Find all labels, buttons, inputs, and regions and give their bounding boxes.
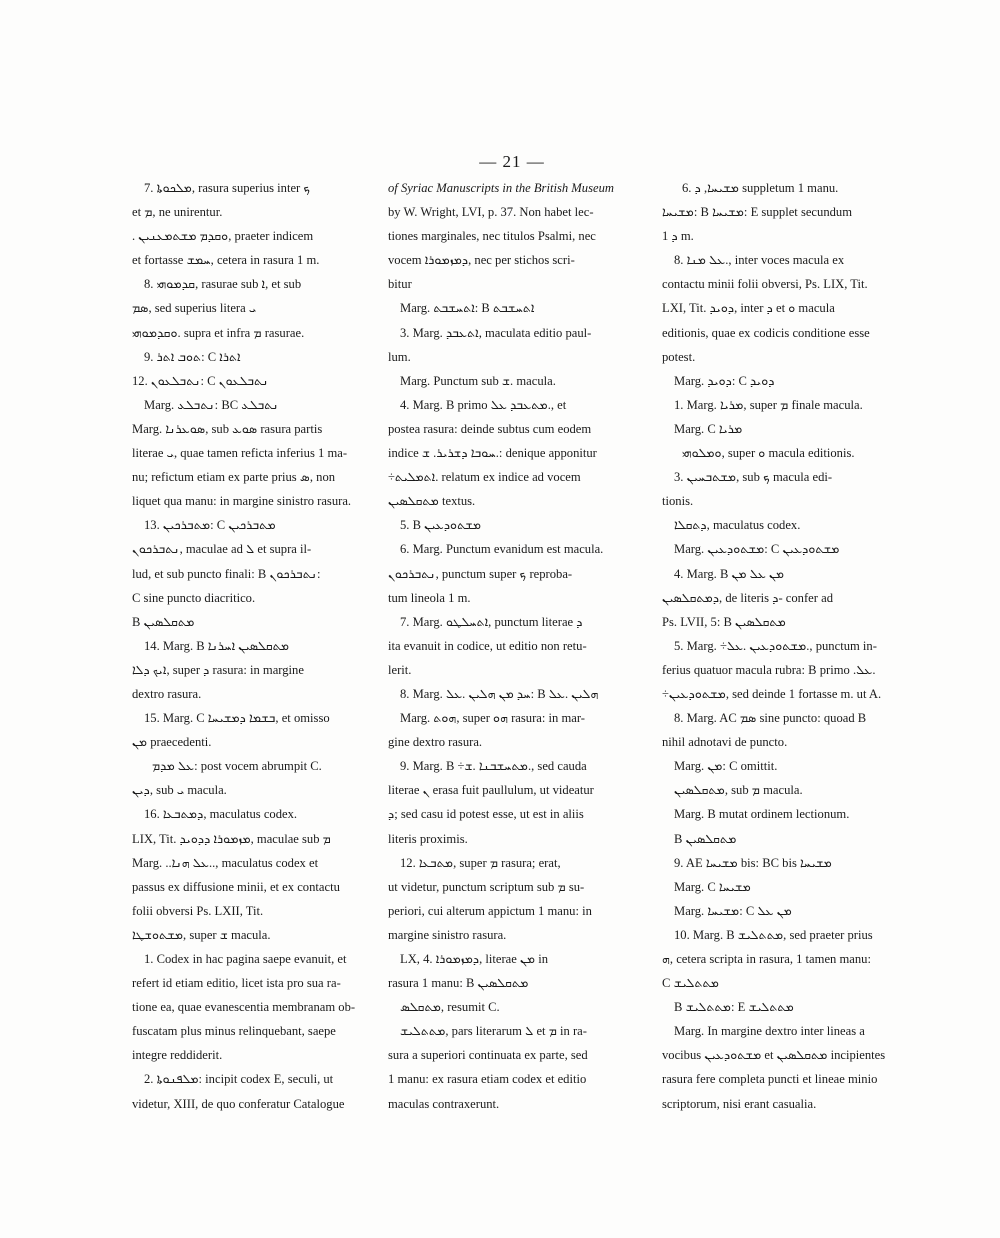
- text-line: ܡܬܩܠܣܝܢ textus.: [388, 494, 476, 509]
- text-line: ܕܡܬܩܠܣܝܢ, de literis ܕ- confer ad: [662, 590, 833, 605]
- text-line: Marg. ܐܬܚܫܒܬ: B ܐܬܚܫܒܬ: [400, 301, 535, 316]
- text-line: B ܡܬܩܠܣܝܢ: [132, 614, 195, 629]
- text-line: ܕܬܩܠܐ, maculatus codex.: [674, 518, 801, 533]
- text-line: Marg. ܢܬܒܠܥ: BC ܢܬܒܠܥ: [144, 397, 279, 412]
- text-line: B ܡܬܬܠܝܫ: E ܡܬܬܠܝܫ: [674, 1000, 794, 1015]
- text-line: 5. Marg. ÷ܡܫܬܘܕܥܝܢ .ܥܠ., punctum in-: [674, 638, 877, 653]
- text-line: B ܡܬܩܠܣܝܢ: [674, 831, 737, 846]
- text-line: potest.: [662, 349, 696, 364]
- text-line: et fortasse ܚܡܫ, cetera in rasura 1 m.: [132, 253, 320, 268]
- text-line: 12. ܡܬܒܥܐ, super ܡ rasura; erat,: [400, 855, 561, 870]
- text-line: 5. B ܡܫܬܘܕܥܝܢ: [400, 518, 482, 533]
- text-line: 14. Marg. B ܡܬܩܠܣܝܢ ܐܚܪܢܐ: [144, 638, 290, 653]
- text-line: rasura fere completa puncti et lineae minio: [662, 1072, 878, 1087]
- text-line: C ܡܬܬܠܝܫ: [662, 976, 719, 991]
- text-line: 8. Marg. ܚܕ ܡܢ ܗܠܝܢ .ܥܠ: B ܗܠܝܢ .ܥܠ: [400, 686, 599, 701]
- text-line: ita evanuit in codice, ut editio non retu-: [388, 638, 587, 653]
- text-line: dextro rasura.: [132, 686, 202, 701]
- text-line: . ܘܩܕܡ ܡܫܬܡܥܢܝܢ, praeter indicem: [132, 229, 314, 244]
- text-line: 4. Marg. B primo ܡܬܥܒܕ ܥܠ., et: [400, 397, 567, 412]
- text-line: contactu minii folii obversi, Ps. LIX, Tit.: [662, 277, 868, 292]
- text-line: sura a superiori continuata ex parte, sed: [388, 1048, 588, 1063]
- text-line: folii obversi Ps. LXII, Tit.: [132, 903, 264, 918]
- text-line: ܡܫܝܚܐ: B ܡܫܝܚܐ: E supplet secundum: [662, 205, 853, 220]
- text-line: 8. ܥܠ ܡܢܐ., inter voces macula ex: [674, 253, 845, 268]
- text-line: 1 manu: ex rasura etiam codex et editio: [388, 1072, 587, 1087]
- text-line: ܡܬܩܠܣ, resumit C.: [400, 1000, 500, 1015]
- text-line: vocem ܕܡܙܡܘܪܐ, nec per stichos scri-: [388, 253, 575, 268]
- text-line: 3. Marg. ܐܬܥܒܕ, maculata editio paul-: [400, 325, 592, 340]
- text-line: ܡܢ praecedenti.: [132, 735, 212, 750]
- text-line: lerit.: [388, 662, 412, 677]
- text-column-right: [662, 176, 924, 1116]
- text-line: margine sinistro rasura.: [388, 927, 507, 942]
- text-line: fuscatam plus minus relinquebant, saepe: [132, 1024, 336, 1039]
- text-line: ܡܬܬܠܝܫ, pars literarum ܠ et ܡ in ra-: [400, 1024, 587, 1039]
- text-line: editionis, quae ex codicis conditione esse: [662, 325, 870, 340]
- text-line: 7. Marg. ܐܬܚܠܛܘ, punctum literae ܕ: [400, 614, 583, 629]
- text-line: 8. ܩܕܡܘܗܝ, rasurae sub ܐ, et sub: [144, 277, 302, 292]
- text-line: literae ܢ erasa fuit paullulum, ut videatur: [388, 783, 594, 798]
- text-line: periori, cui alterum appictum 1 manu: in: [388, 903, 592, 918]
- text-line: tiones marginales, nec titulos Psalmi, nec: [388, 229, 596, 244]
- text-line: Marg. ܕܘܝܕ: C ܕܘܝܕ: [674, 373, 775, 388]
- text-line: 10. Marg. B ܡܬܬܠܝܫ, sed praeter prius: [674, 927, 873, 942]
- text-line: ܢܬܒܪܟܘܢ, punctum super ܟ reproba-: [388, 566, 573, 581]
- text-line: ܡܬܩܠܣܝܢ, sub ܡ macula.: [674, 783, 803, 798]
- text-line: passus ex diffusione minii, et ex contactu: [132, 879, 340, 894]
- text-line: 3. ܡܫܬܒܚܝܢ, sub ܟ macula edi-: [674, 470, 833, 485]
- text-line: LX, 4. ܕܡܙܡܘܪܐ, literae ܡܢ in: [400, 952, 548, 966]
- text-line: 6. ܡܫܝܚܐ, ܕ suppletum 1 manu.: [682, 181, 839, 195]
- text-line: ܣܡ, sed superius litera ܝ: [132, 301, 257, 316]
- text-line: Marg. ܡܫܬܘܕܥܝܢ: C ܡܫܬܘܕܥܝܢ: [674, 542, 840, 557]
- text-line: 16. ܕܡܬܒܥܐ, maculatus codex.: [144, 807, 298, 822]
- text-line: 13. ܡܬܒܪܟܝܢ: C ܡܬܒܪܟܝܢ: [144, 518, 276, 533]
- text-line: Marg. C ܡܫܝܚܐ: [674, 879, 751, 894]
- text-column-middle: [388, 176, 650, 1116]
- text-line: Marg. ..ܥܠ ܗܢܐ.., maculatus codex et: [132, 855, 319, 870]
- text-line: ܗ, cetera scripta in rasura, 1 tamen manu:: [662, 952, 871, 966]
- text-line: literis proximis.: [388, 831, 468, 846]
- text-line: videtur, XIII, de quo conferatur Catalogue: [132, 1096, 345, 1111]
- text-line: postea rasura: deinde subtus cum eodem: [388, 421, 592, 436]
- text-line: ferius quatuor macula rubra: B primo .ܥܠ.: [662, 662, 876, 677]
- text-line: LXI, Tit. ܕܘܝܕ, inter ܕ et ܘ macula: [662, 301, 835, 316]
- text-column-left: [132, 176, 370, 1116]
- text-line: ÷ܡܫܬܘܕܥܝܢ, sed deinde 1 fortasse m. ut A.: [662, 686, 882, 701]
- text-line: maculas contraxerunt.: [388, 1096, 500, 1111]
- text-line: 2. ܡܠܦܢܘܬܐ: incipit codex E, seculi, ut: [144, 1072, 334, 1087]
- text-line: vocibus ܡܫܬܘܕܥܝܢ et ܡܬܩܠܣܝܢ incipientes: [662, 1048, 886, 1063]
- text-line: ܘܡܠܘܗܝ, super ܘ macula editionis.: [682, 446, 855, 461]
- text-line: ܕܝܢ, sub ܝ macula.: [132, 783, 227, 798]
- text-line: gine dextro rasura.: [388, 735, 483, 750]
- text-line: 15. Marg. C ܒܫܡܐ ܕܡܫܝܚܐ, et omisso: [144, 711, 330, 726]
- text-line: Marg. In margine dextro inter lineas a: [674, 1024, 865, 1039]
- text-line: of Syriac Manuscripts in the British Museum: [388, 181, 614, 195]
- text-line: 6. Marg. Punctum evanidum est macula.: [400, 542, 604, 557]
- text-line: scriptorum, nisi erant casualia.: [662, 1096, 817, 1111]
- text-line: ܘܩܕܡܘܗܝ. supra et infra ܡ rasurae.: [132, 325, 305, 340]
- text-line: C sine puncto diacritico.: [132, 590, 256, 605]
- text-line: 9. Marg. B ÷ܡܬܚܫܒܢܐ .ܫ., sed cauda: [400, 759, 587, 774]
- text-line: lum.: [388, 349, 411, 364]
- text-line: 9. ܬܘܒ ܐܬܪ: C ܐܬܪܐ: [144, 349, 241, 364]
- text-line: LIX, Tit. ܡܙܡܘܪܐ ܕܕܘܝܕ, maculae sub ܡ: [132, 831, 331, 846]
- text-line: 1. Codex in hac pagina saepe evanuit, et: [144, 952, 347, 966]
- text-line: 7. ܡܠܟܘܬܐ, rasura superius inter ܟ: [144, 181, 311, 195]
- text-line: indice ܚܘܒܐ ܕܫܪܝܪ. ܫ.: denique apponitur: [388, 446, 597, 461]
- text-line: 9. AE ܡܫܝܚܐ bis: BC bis ܡܫܝܚܐ: [674, 855, 832, 870]
- text-line: 12. ܢܬܒܠܥܘܢ: C ܢܬܒܠܥܘܢ: [132, 373, 269, 388]
- text-line: et ܡ, ne unirentur.: [132, 205, 223, 220]
- text-line: 4. Marg. B ܡܢ ܥܠ ܡܢ: [674, 566, 785, 581]
- text-line: 8. Marg. AC ܣܡ sine puncto: quoad B: [674, 711, 867, 726]
- text-line: ܕ 1 m.: [662, 229, 694, 244]
- text-line: ÷ܐܬܡܠܝܬ. relatum ex indice ad vocem: [388, 470, 581, 485]
- text-line: liquet qua manu: in margine sinistro rasura.: [132, 494, 352, 509]
- page-number: — 21 —: [479, 152, 545, 171]
- text-line: tione ea, quae evanescentia membranam ob-: [132, 1000, 356, 1015]
- text-line: ܐܝܟ ܕܠܐ, super ܕ rasura: in margine: [132, 662, 304, 677]
- text-line: Marg. Punctum sub ܫ. macula.: [400, 373, 556, 388]
- text-line: Marg. C ܡܪܝܐ: [674, 421, 743, 436]
- text-line: Marg. ܣܘܥܪܢܐ, sub ܣܘܥ rasura partis: [132, 421, 323, 436]
- text-line: integre reddiderit.: [132, 1048, 223, 1063]
- text-line: Marg. ܡܫܝܚܐ: C ܡܢ ܥܠ: [674, 903, 792, 918]
- text-line: ܡܫܬܘܫܛܐ, super ܫ macula.: [132, 927, 271, 942]
- text-line: Marg. B mutat ordinem lectionum.: [674, 807, 850, 822]
- text-line: ܕ; sed casu id potest esse, ut est in aliis: [388, 807, 584, 822]
- text-line: by W. Wright, LVI, p. 37. Non habet lec-: [388, 205, 594, 220]
- text-line: tum lineola 1 m.: [388, 590, 471, 605]
- text-line: Marg. ܡܢ: C omittit.: [674, 759, 778, 774]
- text-line: literae ܝ, quae tamen reficta inferius 1 ma-: [132, 446, 348, 461]
- text-line: Marg. ܗܘܬ, super ܗܘ rasura: in mar-: [400, 711, 585, 726]
- text-line: tionis.: [662, 494, 694, 509]
- text-line: lud, et sub puncto finali: B ܢܬܒܪܟܘܢ:: [132, 566, 321, 581]
- text-line: bitur: [388, 277, 412, 292]
- text-line: refert id etiam editio, licet ista pro sua ra-: [132, 976, 341, 991]
- text-line: Ps. LVII, 5: B ܡܬܩܠܣܝܢ: [662, 614, 786, 629]
- text-line: ܢܬܒܪܟܘܢ, maculae ad ܠ et supra il-: [132, 542, 312, 557]
- text-line: nu; refictum etiam ex parte prius ܣ, non: [132, 470, 336, 485]
- text-line: rasura 1 manu: B ܡܬܩܠܣܝܢ: [388, 976, 529, 991]
- text-line: nihil adnotavi de puncto.: [662, 735, 788, 750]
- text-line: ut videtur, punctum scriptum sub ܡ su-: [388, 879, 585, 894]
- text-line: 1. Marg. ܡܪܝܐ, super ܡ finale macula.: [674, 397, 863, 412]
- text-line: ܥܠ ܡܕܡ: post vocem abrumpit C.: [152, 759, 322, 774]
